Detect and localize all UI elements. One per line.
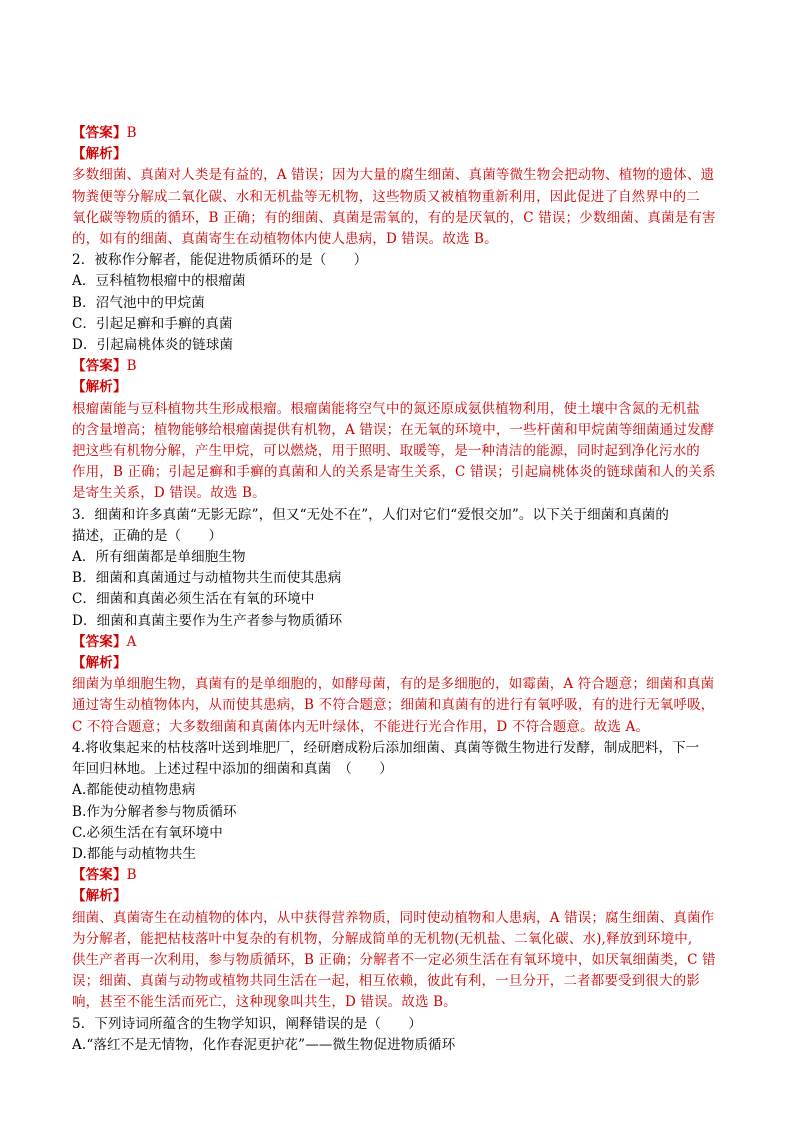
answer-line — [72, 356, 724, 377]
answer-tag: 【答案】 — [72, 125, 127, 141]
analysis-line: C 不符合题意；大多数细菌和真菌体内无叶绿体，不能进行光合作用，D 不符合题意。故选 A。 — [72, 718, 650, 735]
analysis-line: 物粪便等分解成二氧化碳、水和无机盐等无机物，这些物质又被植物重新利用，因此促进了自然界中的二 — [72, 188, 700, 205]
option-c: C.必须生活在有氧环境中 — [72, 824, 223, 841]
answer-tag: 【答案】 — [72, 358, 127, 375]
analysis-tag: 【解析】 — [72, 379, 127, 396]
analysis-line: 是寄生关系，D 错误。故选 B。 — [72, 485, 266, 502]
document-page — [72, 123, 724, 1056]
answer-value: B — [126, 358, 137, 375]
option-d: D.都能与动植物共生 — [72, 845, 197, 862]
question-stem: 2．被称作分解者，能促进物质循环的是（ ） — [72, 252, 368, 269]
analysis-tag: 【解析】 — [72, 655, 127, 672]
option-c: C．细菌和真菌必须生活在有氧的环境中 — [72, 591, 315, 608]
answer-value: B — [126, 125, 137, 141]
analysis-tag-line — [72, 886, 724, 907]
analysis-tag-line — [72, 377, 724, 398]
answer-line — [72, 632, 724, 653]
analysis-line: 的，如有的细菌、真菌寄生在动植物体内使人患病，D 错误。故选 B。 — [72, 231, 498, 248]
analysis-tag: 【解析】 — [72, 888, 127, 905]
analysis-line: 作用，B 正确；引起足癣和手癣的真菌和人的关系是寄生关系，C 错误；引起扁桃体炎的链球菌和人的关系 — [72, 464, 716, 481]
answer-line — [72, 865, 724, 886]
option-b: B．细菌和真菌通过与动植物共生而使其患病 — [72, 570, 342, 587]
question-stem: 描述，正确的是（ ） — [72, 527, 223, 544]
analysis-line: 氧化碳等物质的循环，B 正确；有的细菌、真菌是需氧的，有的是厌氧的，C 错误；少数细菌、真菌是有害 — [72, 209, 716, 226]
analysis-line: 多数细菌、真菌对人类是有益的，A 错误；因为大量的腐生细菌、真菌等微生物会把动物、植物的遗体、遗 — [72, 167, 715, 184]
analysis-tag-line — [72, 653, 724, 674]
option-c: C．引起足癣和手癣的真菌 — [72, 315, 233, 332]
analysis-tag: 【解析】 — [72, 146, 127, 163]
analysis-line: 根瘤菌能与豆科植物共生形成根瘤。根瘤菌能将空气中的氮还原成氨供植物利用，使土壤中含氮的无机盐 — [72, 400, 700, 417]
analysis-line: 通过寄生动植物体内，从而使其患病，B 不符合题意；细菌和真菌有的进行有氧呼吸，有的进行无氧呼吸， — [72, 697, 715, 714]
analysis-line: 供生产者再一次利用，参与物质循环，B 正确；分解者不一定必须生活在有氧环境中，如厌氧细菌类，C 错 — [72, 951, 716, 968]
answer-value: B — [126, 867, 137, 884]
option-a: A.都能使动植物患病 — [72, 782, 196, 799]
analysis-line: 响，甚至不能生活而死亡，这种现象叫共生，D 错误。故选 B。 — [72, 994, 457, 1011]
answer-line — [72, 123, 724, 144]
option-a: A．所有细菌都是单细胞生物 — [72, 549, 246, 566]
analysis-line: 为分解者，能把枯枝落叶中复杂的有机物，分解成简单的无机物(无机盐、二氧化碳、水),释放到环境中, — [72, 930, 693, 947]
option-d: D．细菌和真菌主要作为生产者参与物质循环 — [72, 612, 343, 629]
answer-tag: 【答案】 — [72, 633, 127, 650]
analysis-line: 误；细菌、真菌与动物或植物共同生活在一起，相互依赖，彼此有利，一旦分开，二者都要受到很大的影 — [72, 973, 700, 990]
option-a: A．豆科植物根瘤中的根瘤菌 — [72, 273, 246, 290]
option-a: A.“落红不是无情物，化作春泥更护花”——微生物促进物质循环 — [72, 1036, 456, 1053]
question-stem: 5．下列诗词所蕴含的生物学知识，阐释错误的是（ ） — [72, 1015, 422, 1032]
analysis-line: 细菌、真菌寄生在动植物的体内，从中获得营养物质，同时使动植物和人患病，A 错误；腐生细菌、真菌作 — [72, 909, 715, 926]
question-stem: 4.将收集起来的枯枝落叶送到堆肥厂，经研磨成粉后添加细菌、真菌等微生物进行发酵，制成肥料，下一 — [72, 739, 700, 756]
option-d: D．引起扁桃体炎的链球菌 — [72, 337, 234, 354]
option-b: B．沼气池中的甲烷菌 — [72, 294, 205, 311]
analysis-line: 细菌为单细胞生物，真菌有的是单细胞的，如酵母菌，有的是多细胞的，如霉菌，A 符合题意；细菌和真菌 — [72, 676, 715, 693]
answer-tag: 【答案】 — [72, 867, 127, 884]
answer-value: A — [126, 633, 137, 650]
analysis-line: 的含量增高；植物能够给根瘤菌提供有机物，A 错误；在无氧的环境中，一些杆菌和甲烷菌等细菌通过发酵 — [72, 421, 715, 438]
analysis-line: 把这些有机物分解，产生甲烷，可以燃烧，用于照明、取暖等，是一种清洁的能源，同时起到净化污水的 — [72, 443, 700, 460]
question-stem: 3．细菌和许多真菌“无影无踪”，但又“无处不在”，人们对它们“爱恨交加”。以下关于细菌和真菌的 — [72, 506, 670, 523]
option-b: B.作为分解者参与物质循环 — [72, 803, 237, 820]
analysis-tag-line — [72, 144, 724, 165]
question-stem: 年回归林地。上述过程中添加的细菌和真菌 （ ） — [72, 761, 393, 778]
